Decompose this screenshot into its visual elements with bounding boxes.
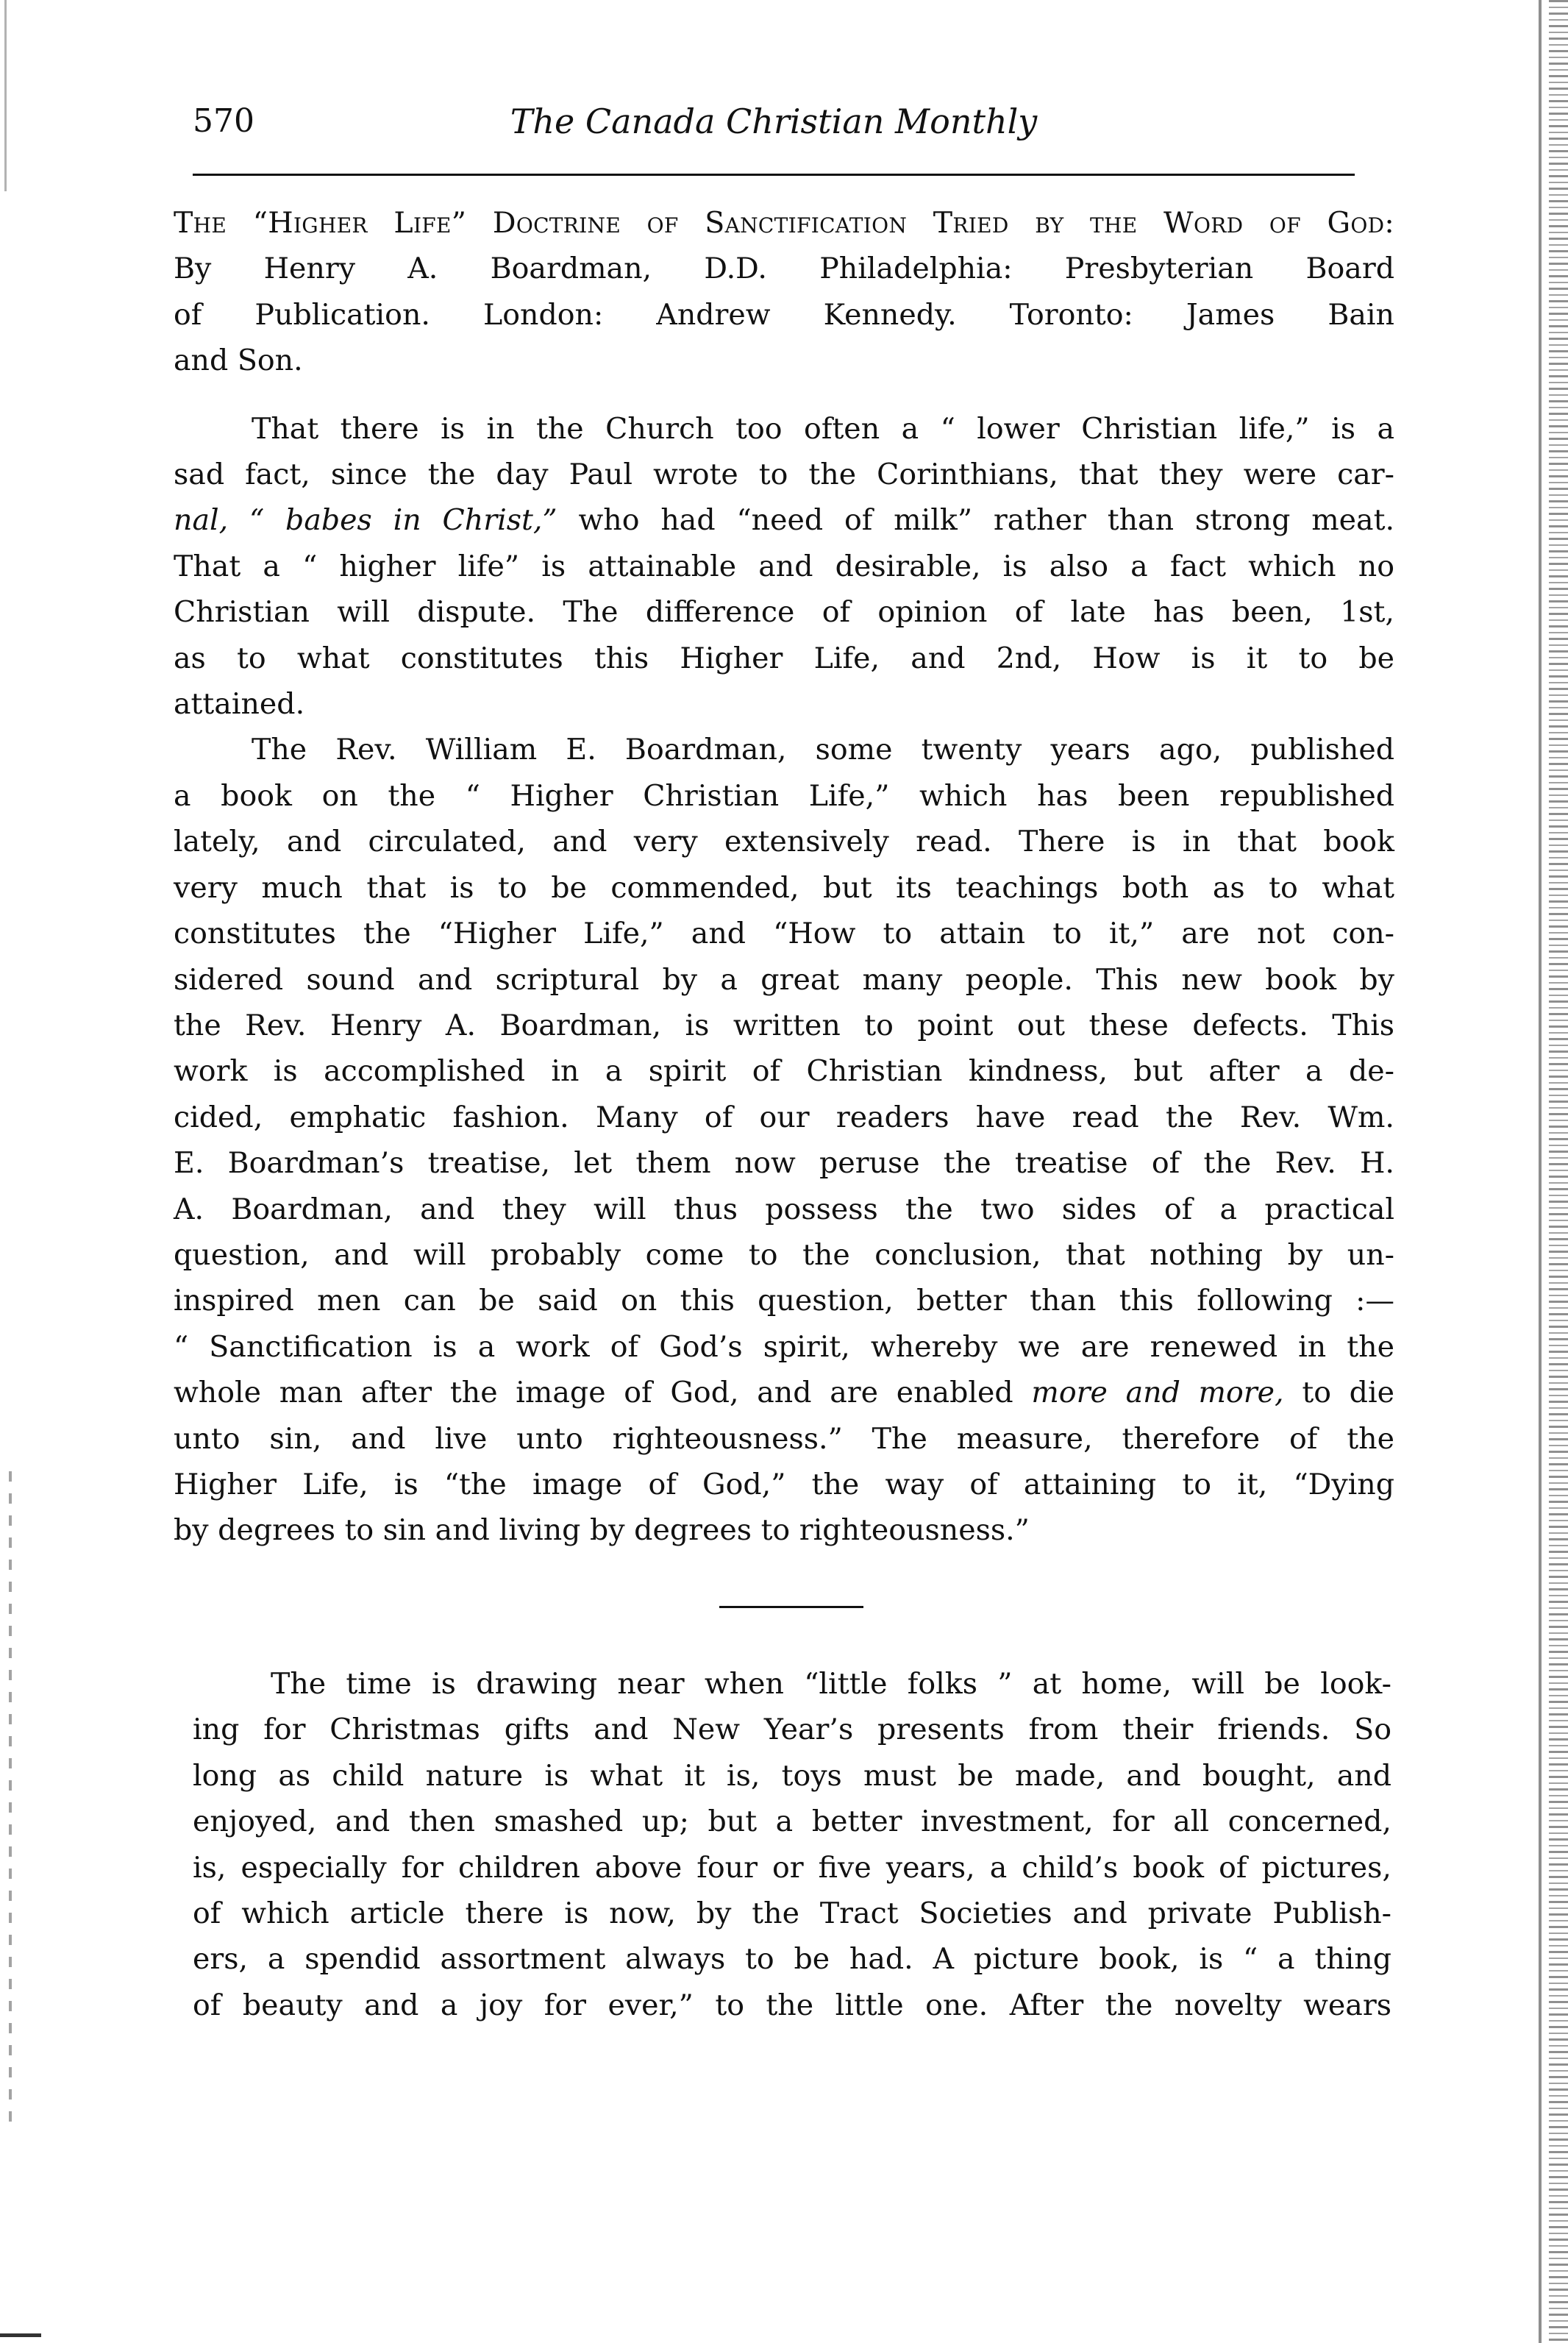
page-edge-right-line (1539, 0, 1542, 2343)
text-line: ing for Christmas gifts and New Year’s presents from their friends. So (193, 1713, 1391, 1747)
running-title: The Canada Christian Monthly (510, 102, 1038, 141)
text-line: as to what constitutes this Higher Life, and 2nd, How is it to be (174, 641, 1394, 675)
text-line: ers, a spendid assortment always to be had. A picture book, is “ a thing (193, 1942, 1391, 1977)
text-line: question, and will probably come to the conclusion, that nothing by un- (174, 1237, 1394, 1272)
text-fragment: who had “need of milk” rather than strong meat. (578, 503, 1395, 538)
text-line: sad fact, since the day Paul wrote to the Corinthians, that they were car- (174, 458, 1394, 492)
paragraph (174, 406, 1394, 728)
spacer (174, 384, 1394, 406)
text-line: attained. (174, 687, 305, 722)
book-entry-line: By Henry A. Boardman, D.D. Philadelphia: Presbyterian Board (174, 252, 1394, 286)
text-line: inspired men can be said on this question, better than this following :— (174, 1284, 1394, 1318)
header-rule (193, 174, 1355, 176)
page-edge-right (1549, 0, 1568, 2343)
text-line: The time is drawing near when “little folks ” at home, will be look- (271, 1667, 1391, 1701)
text-line: E. Boardman’s treatise, let them now peruse the treatise of the Rev. H. (174, 1146, 1394, 1181)
text-fragment: to die (1302, 1376, 1394, 1410)
book-entry-line: of Publication. London: Andrew Kennedy. Toronto: James Bain (174, 297, 1394, 332)
text-line: work is accomplished in a spirit of Christian kindness, but after a de- (174, 1054, 1394, 1089)
page-edge-left-top (4, 0, 7, 191)
book-entry-line: and Son. (174, 344, 303, 378)
text-line: the Rev. Henry A. Boardman, is written to point out these defects. This (174, 1008, 1394, 1042)
text-line: “ Sanctification is a work of God’s spirit, whereby we are renewed in the (174, 1329, 1394, 1364)
text-line: unto sin, and live unto righteousness.” The measure, therefore of the (174, 1421, 1394, 1456)
text-line: Christian will dispute. The difference of opinion of late has been, 1st, (174, 595, 1394, 630)
text-line: by degrees to sin and living by degrees to righteousness.” (174, 1513, 1030, 1548)
book-title: The “Higher Life” Doctrine of Sanctification Tried by the Word of God: (174, 206, 1394, 240)
paragraph (193, 1661, 1391, 2028)
text-line: enjoyed, and then smashed up; but a better investment, for all concerned, (193, 1805, 1391, 1839)
page-header (193, 96, 1355, 147)
text-line: The Rev. William E. Boardman, some twenty years ago, published (252, 733, 1394, 767)
text-line: very much that is to be commended, but its teachings both as to what (174, 870, 1394, 905)
italic-text: nal, (174, 503, 229, 538)
text-line: a book on the “ Higher Christian Life,” which has been republished (174, 778, 1394, 813)
text-line: That a “ higher life” is attainable and desirable, is also a fact which no (174, 549, 1394, 583)
text-line (174, 1370, 1394, 1415)
paragraph (174, 727, 1394, 1553)
review-section (174, 200, 1394, 1554)
text-line: sidered sound and scriptural by a great many people. This new book by (174, 962, 1394, 997)
book-entry (174, 200, 1394, 384)
page-edge-left (9, 1471, 12, 2133)
text-line: Higher Life, is “the image of God,” the way of attaining to it, “Dying (174, 1467, 1394, 1501)
text-line: of beauty and a joy for ever,” to the little one. After the novelty wears (193, 1988, 1391, 2022)
notice-section (193, 1661, 1391, 2028)
text-line: cided, emphatic fashion. Many of our readers have read the Rev. Wm. (174, 1100, 1394, 1134)
italic-text: “ babes in Christ,” (249, 503, 557, 538)
text-line: of which article there is now, by the Tract Societies and private Publish- (193, 1896, 1391, 1931)
text-fragment: whole man after the image of God, and are enabled (174, 1376, 1013, 1410)
page-edge-mark (0, 2333, 41, 2337)
text-line: constitutes the “Higher Life,” and “How to attain to it,” are not con- (174, 917, 1394, 951)
italic-text: more and more, (1031, 1376, 1284, 1410)
text-line (174, 497, 1394, 543)
page-number: 570 (193, 102, 254, 140)
text-line: long as child nature is what it is, toys must be made, and bought, and (193, 1758, 1391, 1793)
text-line: That there is in the Church too often a “ lower Christian life,” is a (252, 411, 1394, 446)
section-divider (719, 1606, 863, 1608)
text-line: lately, and circulated, and very extensively read. There is in that book (174, 825, 1394, 859)
text-line: is, especially for children above four or five years, a child’s book of pictures, (193, 1850, 1391, 1885)
text-line: A. Boardman, and they will thus possess the two sides of a practical (174, 1192, 1394, 1226)
